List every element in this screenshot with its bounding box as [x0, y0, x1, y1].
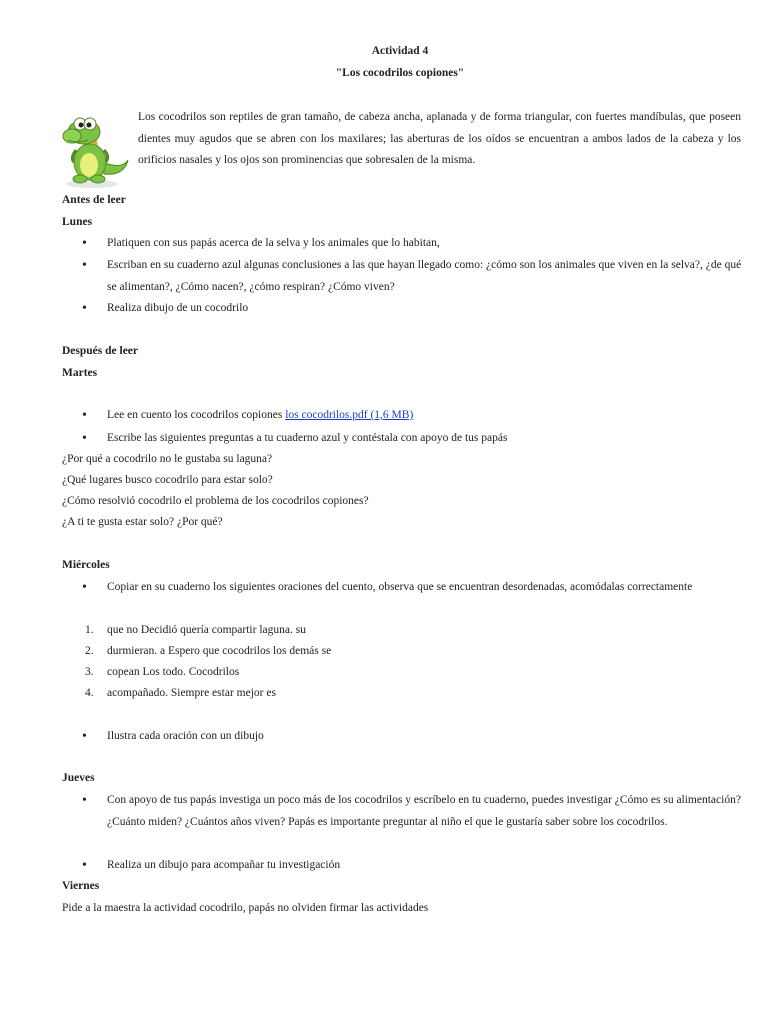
question-line: ¿Por qué a cocodrilo no le gustaba su laguna? [62, 453, 273, 465]
day-heading-jueves: Jueves [62, 772, 95, 784]
list-item: Escribe las siguientes preguntas a tu cuaderno azul y contéstala con apoyo de tus papás [107, 432, 508, 444]
list-item: Realiza dibujo de un cocodrilo [107, 302, 249, 314]
numbered-item: que no Decidió quería compartir laguna. su [107, 624, 306, 636]
question-line: ¿A ti te gusta estar solo? ¿Por qué? [62, 516, 223, 528]
section-heading-despues: Después de leer [62, 345, 139, 357]
day-heading-martes: Martes [62, 367, 98, 379]
bullet-icon: • [82, 236, 87, 251]
list-item [107, 405, 743, 427]
pdf-download-link[interactable]: los cocodrilos.pdf (1,6 MB) [285, 409, 414, 421]
closing-note: Pide a la maestra la actividad cocodrilo, papás no olviden firmar las actividades [62, 902, 429, 914]
list-item: Con apoyo de tus papás investiga un poco más de los cocodrilos y escríbelo en tu cuaderno, puedes investigar ¿Cómo es su alimentación? ¿Cuánto miden? ¿Cuántos años viven? Papás es importante preguntar al niño el que le gustaría saber sobre los cocodrilos. [107, 794, 741, 828]
bullet-icon: • [82, 258, 87, 273]
day-heading-lunes: Lunes [62, 216, 93, 228]
bullet-icon: • [82, 729, 87, 744]
day-heading-viernes: Viernes [62, 880, 100, 892]
question-line: ¿Cómo resolvió cocodrilo el problema de los cocodrilos copiones? [62, 495, 369, 507]
bullet-icon: • [82, 580, 87, 595]
list-item: Realiza un dibujo para acompañar tu investigación [107, 859, 341, 871]
item-number: 2. [85, 645, 94, 657]
item-number: 3. [85, 666, 94, 678]
list-item: Ilustra cada oración con un dibujo [107, 730, 264, 742]
bullet-icon: • [82, 858, 87, 873]
list-item: Copiar en su cuaderno los siguientes oraciones del cuento, observa que se encuentran desordenadas, acomódalas correctamente [107, 581, 693, 593]
bullet-icon: • [82, 301, 87, 316]
day-heading-miercoles: Miércoles [62, 559, 110, 571]
numbered-item: copean Los todo. Cocodrilos [107, 666, 240, 678]
bullet-icon: • [82, 431, 87, 446]
crocodile-illustration [52, 110, 132, 190]
list-item: Escriban en su cuaderno azul algunas conclusiones a las que hayan llegado como: ¿cómo son los animales que viven en la selva?, ¿de qué se alimentan?, ¿Cómo nacen?, ¿cómo respiran? ¿Cómo viven? [107, 259, 742, 293]
section-heading-antes: Antes de leer [62, 194, 126, 206]
question-line: ¿Qué lugares busco cocodrilo para estar solo? [62, 474, 273, 486]
list-item: Platiquen con sus papás acerca de la selva y los animales que lo habitan, [107, 237, 440, 249]
page-title: Actividad 4 [371, 45, 429, 57]
page-subtitle: "Los cocodrilos copiones" [335, 67, 465, 79]
numbered-item: durmieran. a Espero que cocodrilos los demás se [107, 645, 332, 657]
bullet-icon: • [82, 408, 87, 423]
bullet-icon: • [82, 793, 87, 808]
numbered-item: acompañado. Siempre estar mejor es [107, 687, 276, 699]
item-number: 4. [85, 687, 94, 699]
intro-paragraph: Los cocodrilos son reptiles de gran tamaño, de cabeza ancha, aplanada y de forma triangular, con fuertes mandíbulas, que poseen dientes muy agudos que se abren con los maxilares; las aberturas de los oídos se encuentran a ambos lados de la cabeza y los orificios nasales y los ojos son prominencias que sobresalen de la misma. [138, 111, 741, 166]
item-number: 1. [85, 624, 94, 636]
list-item-text: Lee en cuento los cocodrilos copiones [107, 409, 286, 421]
